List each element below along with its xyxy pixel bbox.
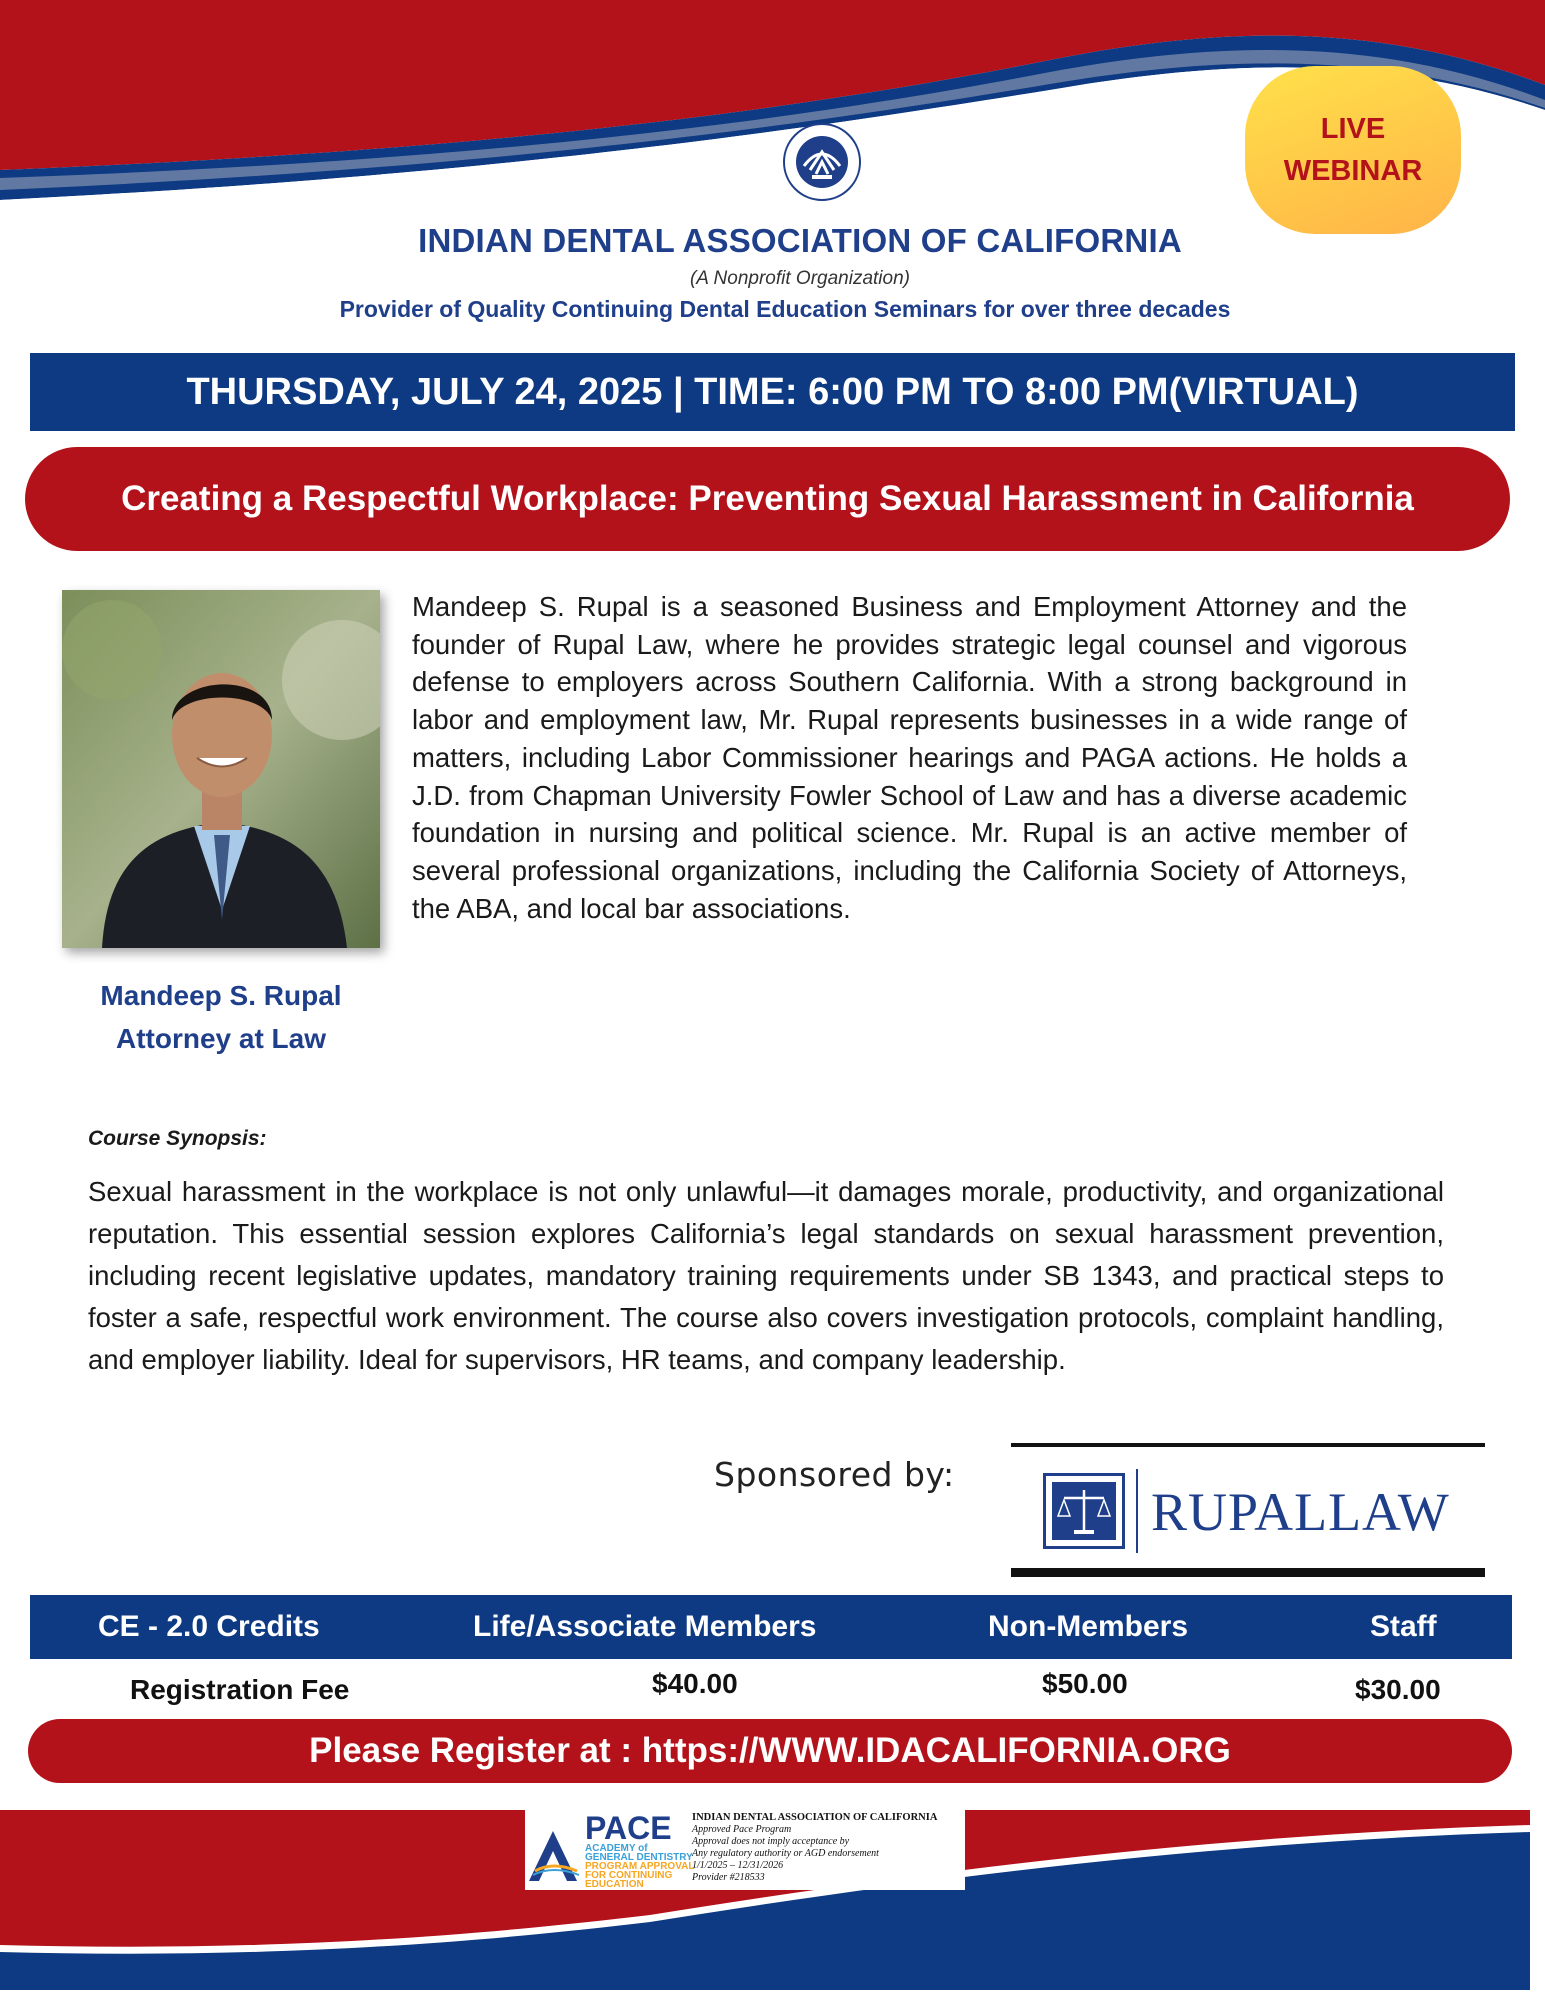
sponsor-logo: [1011, 1443, 1485, 1577]
ida-logo-icon: [782, 122, 862, 202]
pace-a-icon: [525, 1825, 581, 1885]
pace-info-line: Any regulatory authority or AGD endorsement: [692, 1848, 879, 1859]
sponsored-by-label: Sponsored by:: [714, 1455, 955, 1494]
synopsis-label: Course Synopsis:: [88, 1127, 267, 1150]
fee-header-staff: Staff: [1370, 1610, 1437, 1643]
fee-row-label: Registration Fee: [130, 1674, 350, 1705]
badge-line-1: LIVE: [1320, 113, 1386, 145]
pace-info-line: Approval does not imply acceptance by: [692, 1836, 850, 1847]
event-date-time-bar: [30, 353, 1515, 431]
pace-info-line: Approved Pace Program: [692, 1824, 792, 1835]
speaker-bio: Mandeep S. Rupal is a seasoned Business and Employment Attorney and the founder of Rupal Law, where he provides strategic legal counsel and vigorous defense to employers across Southern California. With a strong background in labor and employment law, Mr. Rupal represents businesses in a wide range of matters, including Labor Commissioner hearings and PAGA actions. He holds a J.D. from Chapman University Fowler School of Law and has a diverse academic foundation in nursing and political science. Mr. Rupal is an active member of several professional organizations, including the California Society of Attorneys, the ABA, and local bar associations.: [412, 591, 1407, 924]
fee-header-members: Life/Associate Members: [473, 1610, 817, 1643]
event-date-time: THURSDAY, JULY 24, 2025 | TIME: 6:00 PM TO 8:00 PM(VIRTUAL): [186, 370, 1359, 413]
pace-line: ACADEMY of: [585, 1843, 648, 1854]
event-title: Creating a Respectful Workplace: Preventing Sexual Harassment in California: [121, 479, 1414, 518]
speaker-name: Mandeep S. Rupal: [100, 980, 342, 1011]
pace-line: EDUCATION: [585, 1879, 644, 1890]
badge-line-2: WEBINAR: [1283, 155, 1423, 187]
pace-info-line: 1/1/2025 – 12/31/2026: [692, 1860, 784, 1871]
fee-non-members-value: $50.00: [1042, 1668, 1128, 1699]
fee-header-non-members: Non-Members: [988, 1610, 1189, 1643]
live-webinar-badge: [1245, 66, 1461, 234]
pace-name: PACE: [585, 1810, 672, 1846]
speaker-role: Attorney at Law: [115, 1023, 327, 1054]
pace-line: FOR CONTINUING: [585, 1870, 673, 1881]
pace-info-title: INDIAN DENTAL ASSOCIATION OF CALIFORNIA: [692, 1812, 938, 1823]
pace-info-line: Provider #218533: [692, 1872, 765, 1883]
org-tagline: Provider of Quality Continuing Dental Education Seminars for over three decades: [339, 296, 1231, 322]
fee-members-value: $40.00: [652, 1668, 738, 1699]
fee-header-credits: CE - 2.0 Credits: [98, 1610, 320, 1643]
pace-approval-info: [692, 1812, 992, 1884]
register-banner[interactable]: [28, 1719, 1512, 1783]
sponsor-name: RUPALLAW: [1151, 1482, 1450, 1542]
org-name: INDIAN DENTAL ASSOCIATION OF CALIFORNIA: [418, 222, 1182, 259]
event-title-banner: [25, 447, 1510, 551]
pace-line: PROGRAM APPROVAL: [585, 1861, 695, 1872]
fee-staff-value: $30.00: [1355, 1674, 1441, 1705]
pace-line: GENERAL DENTISTRY: [585, 1852, 693, 1863]
scales-of-justice-icon: [1043, 1473, 1125, 1549]
fee-table-header: [30, 1595, 1512, 1659]
org-subtitle: (A Nonprofit Organization): [689, 268, 910, 289]
register-link[interactable]: Please Register at : https://WWW.IDACALIFORNIA.ORG: [309, 1731, 1231, 1770]
speaker-caption: [62, 974, 380, 1060]
fee-table-row: [30, 1660, 1512, 1720]
synopsis-text: Sexual harassment in the workplace is not only unlawful—it damages morale, productivity, and organizational reputation. This essential session explores California’s legal standards on sexual harassment prevention, including recent legislative updates, mandatory training requirements under SB 1343, and practical steps to foster a safe, respectful work environment. The course also covers investigation protocols, complaint handling, and employer liability. Ideal for supervisors, HR teams, and company leadership.: [88, 1176, 1444, 1375]
speaker-photo: [62, 590, 380, 948]
